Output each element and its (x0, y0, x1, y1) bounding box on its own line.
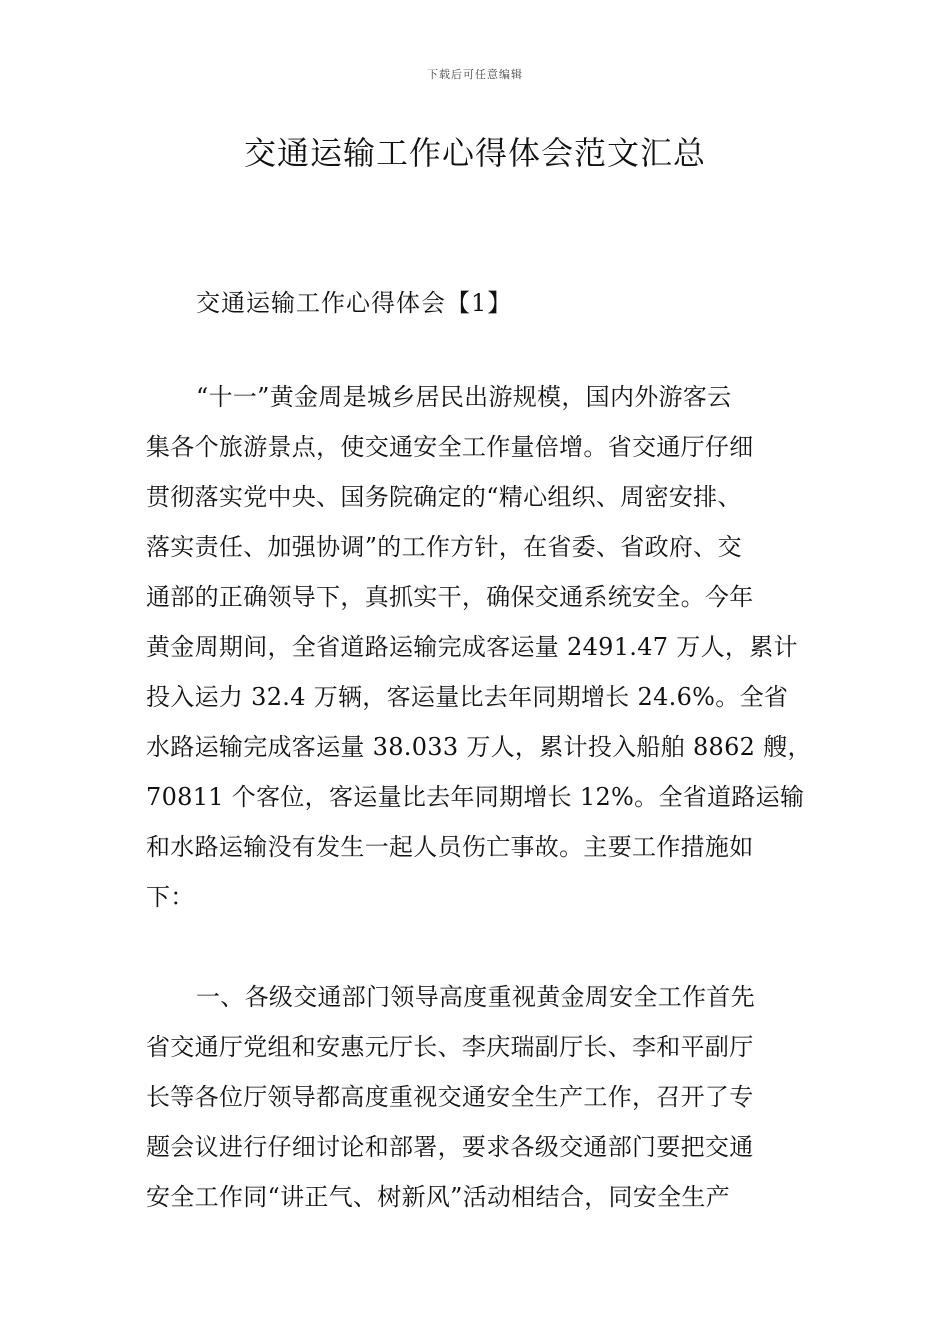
paragraph-line: 水路运输完成客运量 38.033 万人，累计投入船舶 8862 艘， (146, 733, 812, 761)
paragraph-line: 安全工作同“讲正气、树新风”活动相结合，同安全生产 (146, 1183, 731, 1211)
paragraph-line: 贯彻落实党中央、国务院确定的“精心组织、周密安排、 (146, 483, 742, 511)
header-note: 下载后可任意编辑 (427, 68, 523, 81)
paragraph-line: 70811 个客位，客运量比去年同期增长 12%。全省道路运输 (146, 783, 805, 811)
paragraph-line: 一、各级交通部门领导高度重视黄金周安全工作首先 (196, 983, 755, 1011)
paragraph-line: 集各个旅游景点，使交通安全工作量倍增。省交通厅仔细 (146, 433, 754, 461)
paragraph-line: “十一”黄金周是城乡居民出游规模，国内外游客云 (196, 383, 732, 411)
document-title: 交通运输工作心得体会范文汇总 (243, 134, 706, 172)
paragraph-line: 省交通厅党组和安惠元厅长、李庆瑞副厅长、李和平副厅 (146, 1033, 754, 1061)
paragraph-line: 落实责任、加强协调”的工作方针，在省委、省政府、交 (146, 533, 742, 561)
paragraph-line: 通部的正确领导下，真抓实干，确保交通系统安全。今年 (146, 583, 754, 611)
paragraph-line: 题会议进行仔细讨论和部署，要求各级交通部门要把交通 (146, 1133, 754, 1161)
paragraph-line: 黄金周期间，全省道路运输完成客运量 2491.47 万人，累计 (146, 633, 798, 661)
paragraph-line: 和水路运输没有发生一起人员伤亡事故。主要工作措施如 (146, 833, 754, 861)
paragraph-line: 长等各位厅领导都高度重视交通安全生产工作，召开了专 (146, 1083, 754, 1111)
paragraph-line: 投入运力 32.4 万辆，客运量比去年同期增长 24.6%。全省 (146, 683, 789, 711)
paragraph-line: 下： (146, 883, 195, 911)
section-heading: 交通运输工作心得体会【1】 (196, 289, 513, 317)
